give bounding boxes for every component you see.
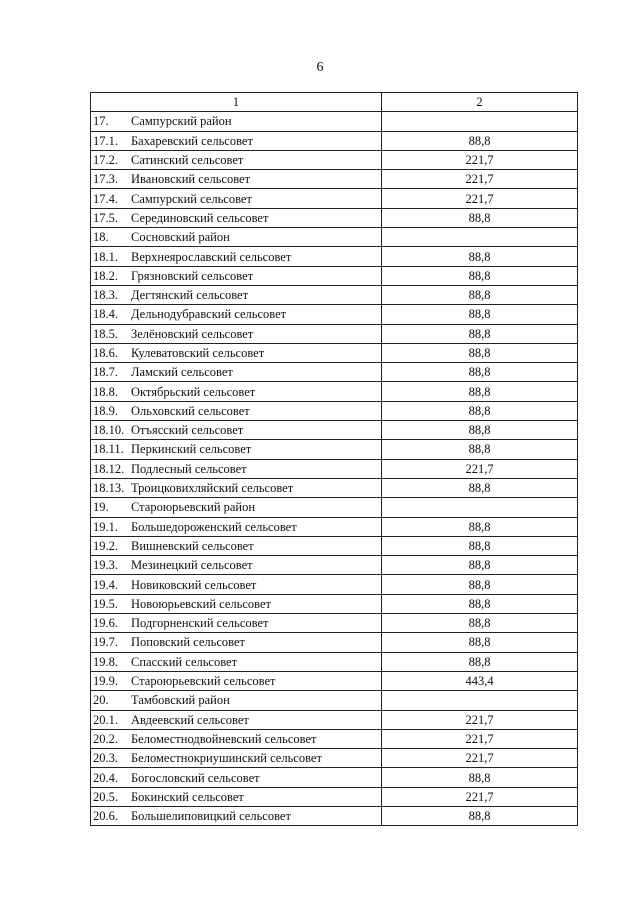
- row-number: 17.: [93, 114, 109, 129]
- row-name: Авдеевский сельсовет: [131, 712, 249, 727]
- row-number: 19.6.: [93, 616, 118, 631]
- row-value: 88,8: [382, 614, 578, 633]
- row-label-cell: [91, 671, 382, 690]
- table-row: [91, 363, 578, 382]
- row-label-cell: [91, 170, 382, 189]
- table-row: [91, 208, 578, 227]
- row-value: 88,8: [382, 594, 578, 613]
- row-label-cell: [91, 305, 382, 324]
- row-name: Староюрьевский район: [131, 500, 256, 515]
- table-row: [91, 556, 578, 575]
- row-value: 443,4: [382, 671, 578, 690]
- row-label-cell: [91, 208, 382, 227]
- row-name: Сампурский сельсовет: [131, 191, 252, 206]
- table-header-row: [91, 93, 578, 112]
- row-name: Сосновский район: [131, 230, 230, 245]
- row-value: 221,7: [382, 787, 578, 806]
- row-number: 20.2.: [93, 731, 118, 746]
- row-number: 20.3.: [93, 751, 118, 766]
- row-name: Октябрьский сельсовет: [131, 384, 256, 399]
- allocation-table: [90, 92, 578, 826]
- table-row: [91, 498, 578, 517]
- table-row: [91, 536, 578, 555]
- row-name: Троицковихляйский сельсовет: [131, 481, 294, 496]
- row-label-cell: [91, 536, 382, 555]
- row-number: 17.3.: [93, 172, 118, 187]
- row-number: 20.1.: [93, 712, 118, 727]
- row-label-cell: [91, 517, 382, 536]
- row-value: 88,8: [382, 208, 578, 227]
- row-label-cell: [91, 421, 382, 440]
- row-name: Подгорненский сельсовет: [131, 616, 269, 631]
- row-value: 88,8: [382, 266, 578, 285]
- row-name: Мезинецкий сельсовет: [131, 558, 253, 573]
- row-name: Тамбовский район: [131, 693, 230, 708]
- row-name: Дельнодубравский сельсовет: [131, 307, 287, 322]
- table-row: [91, 189, 578, 208]
- row-name: Новиковский сельсовет: [131, 577, 257, 592]
- row-value: 88,8: [382, 517, 578, 536]
- row-number: 18.5.: [93, 326, 118, 341]
- row-name: Кулеватовский сельсовет: [131, 346, 265, 360]
- row-value: [382, 228, 578, 247]
- row-number: 18.2.: [93, 268, 118, 283]
- table-row: [91, 343, 578, 362]
- row-number: 18.1.: [93, 249, 118, 264]
- row-label-cell: [91, 575, 382, 594]
- row-label-cell: [91, 768, 382, 787]
- table-row: [91, 517, 578, 536]
- table-row: [91, 691, 578, 710]
- row-value: 221,7: [382, 710, 578, 729]
- row-value: 88,8: [382, 633, 578, 652]
- table-row: [91, 131, 578, 150]
- row-label-cell: [91, 131, 382, 150]
- row-number: 19.1.: [93, 519, 118, 534]
- table-row: [91, 266, 578, 285]
- row-value: [382, 112, 578, 131]
- row-name: Зелёновский сельсовет: [131, 326, 254, 341]
- row-label-cell: [91, 285, 382, 304]
- table-row: [91, 401, 578, 420]
- row-label-cell: [91, 401, 382, 420]
- table-row: [91, 478, 578, 497]
- row-label-cell: [91, 633, 382, 652]
- row-value: 88,8: [382, 343, 578, 362]
- row-number: 19.8.: [93, 654, 118, 669]
- row-number: 18.7.: [93, 365, 118, 380]
- row-value: 88,8: [382, 363, 578, 382]
- table-row: [91, 633, 578, 652]
- row-number: 18.3.: [93, 288, 118, 303]
- row-label-cell: [91, 652, 382, 671]
- row-name: Отъясский сельсовет: [131, 423, 244, 438]
- table-row: [91, 671, 578, 690]
- row-name: Сампурский район: [131, 114, 232, 129]
- row-label-cell: [91, 363, 382, 382]
- row-label-cell: [91, 112, 382, 131]
- row-number: 19.9.: [93, 674, 118, 689]
- row-value: 88,8: [382, 575, 578, 594]
- row-value: 88,8: [382, 285, 578, 304]
- row-name: Перкинский сельсовет: [131, 442, 252, 457]
- row-label-cell: [91, 324, 382, 343]
- row-label-cell: [91, 382, 382, 401]
- row-value: 88,8: [382, 806, 578, 825]
- table-row: [91, 440, 578, 459]
- table-row: [91, 170, 578, 189]
- row-label-cell: [91, 189, 382, 208]
- row-value: 88,8: [382, 768, 578, 787]
- row-number: 18.9.: [93, 403, 118, 418]
- row-number: 18.11.: [93, 442, 124, 457]
- table-row: [91, 285, 578, 304]
- row-number: 17.5.: [93, 210, 118, 225]
- table-row: [91, 459, 578, 478]
- row-value: 88,8: [382, 652, 578, 671]
- row-number: 19.2.: [93, 538, 118, 553]
- table-row: [91, 749, 578, 768]
- row-value: [382, 498, 578, 517]
- row-value: 88,8: [382, 536, 578, 555]
- row-name: Грязновский сельсовет: [131, 268, 254, 283]
- row-label-cell: [91, 806, 382, 825]
- row-value: 221,7: [382, 749, 578, 768]
- row-label-cell: [91, 150, 382, 169]
- row-value: 88,8: [382, 131, 578, 150]
- row-label-cell: [91, 691, 382, 710]
- row-value: 88,8: [382, 305, 578, 324]
- row-name: Спасский сельсовет: [131, 654, 238, 669]
- row-label-cell: [91, 440, 382, 459]
- row-value: 221,7: [382, 170, 578, 189]
- row-name: Подлесный сельсовет: [131, 461, 247, 476]
- row-value: 221,7: [382, 189, 578, 208]
- row-label-cell: [91, 729, 382, 748]
- row-number: 19.4.: [93, 577, 118, 592]
- row-number: 18.8.: [93, 384, 118, 399]
- table-row: [91, 305, 578, 324]
- row-label-cell: [91, 749, 382, 768]
- row-label-cell: [91, 556, 382, 575]
- row-label-cell: [91, 614, 382, 633]
- row-number: 17.1.: [93, 133, 118, 148]
- row-value: 88,8: [382, 247, 578, 266]
- row-value: 88,8: [382, 556, 578, 575]
- row-value: 88,8: [382, 382, 578, 401]
- page-number: 6: [316, 60, 324, 75]
- row-number: 19.5.: [93, 596, 118, 611]
- table-row: [91, 324, 578, 343]
- row-value: 221,7: [382, 150, 578, 169]
- row-name: Беломестнокриушинский сельсовет: [131, 751, 322, 766]
- row-label-cell: [91, 459, 382, 478]
- table-row: [91, 710, 578, 729]
- row-number: 20.6.: [93, 809, 118, 824]
- row-number: 19.3.: [93, 558, 118, 573]
- row-number: 20.: [93, 693, 109, 708]
- row-name: Серединовский сельсовет: [131, 210, 269, 225]
- table-row: [91, 614, 578, 633]
- row-number: 18.13.: [93, 481, 125, 496]
- table-row: [91, 768, 578, 787]
- table-row: [91, 112, 578, 131]
- row-name: Сатинский сельсовет: [131, 153, 244, 168]
- table-row: [91, 150, 578, 169]
- row-value: 88,8: [382, 401, 578, 420]
- row-name: Ивановский сельсовет: [131, 172, 251, 187]
- row-name: Ольховский сельсовет: [131, 403, 250, 418]
- row-number: 19.7.: [93, 635, 118, 650]
- row-number: 17.2.: [93, 153, 118, 168]
- row-name: Беломестнодвойневский сельсовет: [131, 731, 317, 746]
- row-label-cell: [91, 228, 382, 247]
- row-name: Дегтянский сельсовет: [131, 288, 249, 303]
- row-label-cell: [91, 247, 382, 266]
- row-label-cell: [91, 343, 382, 362]
- row-number: 18.12.: [93, 461, 125, 476]
- row-value: 88,8: [382, 478, 578, 497]
- row-number: 19.: [93, 500, 109, 515]
- row-number: 18.: [93, 230, 109, 245]
- row-label-cell: [91, 787, 382, 806]
- table-row: [91, 575, 578, 594]
- row-name: Староюрьевский сельсовет: [131, 674, 276, 689]
- table-row: [91, 247, 578, 266]
- row-name: Богословский сельсовет: [131, 770, 260, 785]
- row-number: 20.4.: [93, 770, 118, 785]
- row-label-cell: [91, 594, 382, 613]
- table-row: [91, 729, 578, 748]
- row-value: [382, 691, 578, 710]
- row-value: 88,8: [382, 421, 578, 440]
- row-label-cell: [91, 266, 382, 285]
- row-label-cell: [91, 478, 382, 497]
- row-label-cell: [91, 710, 382, 729]
- row-number: 18.4.: [93, 307, 118, 322]
- table-row: [91, 382, 578, 401]
- header-col-1: 1: [91, 93, 382, 112]
- table-row: [91, 421, 578, 440]
- row-name: Большедороженский сельсовет: [131, 519, 297, 534]
- table-row: [91, 652, 578, 671]
- row-name: Верхнеярославский сельсовет: [131, 249, 292, 264]
- row-value: 88,8: [382, 440, 578, 459]
- row-value: 88,8: [382, 324, 578, 343]
- table-row: [91, 228, 578, 247]
- header-col-2: 2: [382, 93, 578, 112]
- row-number: 20.5.: [93, 789, 118, 804]
- row-number: 17.4.: [93, 191, 118, 206]
- row-name: Ламский сельсовет: [131, 365, 233, 380]
- row-name: Большелиповицкий сельсовет: [131, 809, 291, 824]
- table-row: [91, 594, 578, 613]
- row-number: 18.10.: [93, 423, 125, 438]
- row-name: Новоюрьевский сельсовет: [131, 596, 271, 611]
- row-name: Поповский сельсовет: [131, 635, 245, 650]
- row-name: Бокинский сельсовет: [131, 789, 244, 804]
- table-row: [91, 787, 578, 806]
- row-value: 221,7: [382, 729, 578, 748]
- row-number: 18.6.: [93, 346, 118, 360]
- table-body: [91, 112, 578, 826]
- row-name: Вишневский сельсовет: [131, 538, 254, 553]
- table-row: [91, 806, 578, 825]
- row-value: 221,7: [382, 459, 578, 478]
- row-label-cell: [91, 498, 382, 517]
- row-name: Бахаревский сельсовет: [131, 133, 253, 148]
